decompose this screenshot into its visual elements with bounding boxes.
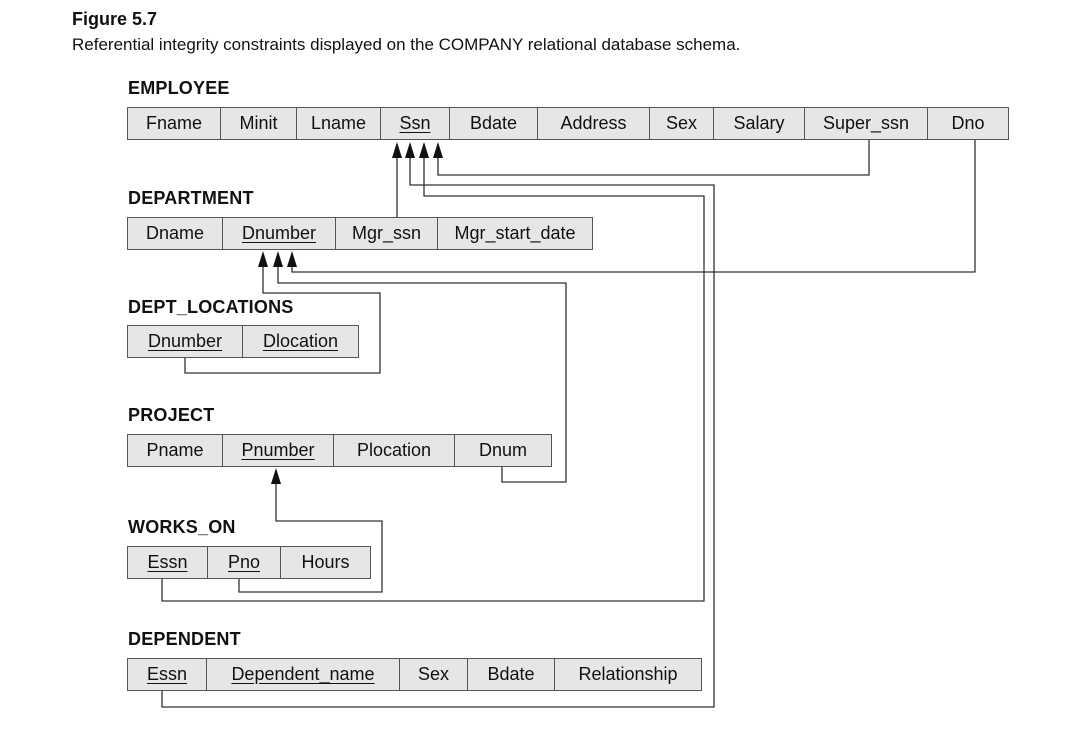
project-table-name: PROJECT [128, 405, 215, 425]
arrowhead-pnumber [271, 468, 281, 484]
attribute-label: Salary [733, 113, 785, 133]
attribute-label: Ssn [399, 113, 431, 133]
attribute-label: Bdate [487, 664, 535, 684]
dept-locations-table-name: DEPT_LOCATIONS [128, 297, 294, 317]
attribute-label: Plocation [356, 440, 432, 460]
ref-dept-locations-dnumber-to-dnumber [185, 256, 380, 373]
attribute-label: Dno [951, 113, 985, 133]
figure-caption: Referential integrity constraints displayed on the COMPANY relational database schema. [72, 35, 741, 54]
attribute-label: Hours [301, 552, 350, 572]
attribute-label: Mgr_start_date [454, 223, 576, 243]
attribute-label: Dependent_name [231, 664, 375, 684]
attribute-label: Address [560, 113, 627, 133]
figure-title: Figure 5.7 [72, 9, 158, 29]
ref-super-ssn-to-ssn [438, 140, 869, 175]
attribute-label: Pname [146, 440, 204, 460]
arrowhead-ssn-1 [392, 142, 402, 158]
attribute-label: Super_ssn [822, 113, 910, 133]
arrowhead-dnumber-2 [273, 251, 283, 267]
attribute-label: Essn [147, 552, 188, 572]
attribute-label: Relationship [578, 664, 678, 684]
attribute-label: Bdate [469, 113, 518, 133]
arrowhead-ssn-2 [405, 142, 415, 158]
dependent-table-name: DEPENDENT [128, 629, 241, 649]
attribute-label: Pnumber [241, 440, 315, 460]
arrowhead-ssn-4 [433, 142, 443, 158]
arrowhead-dnumber-3 [287, 251, 297, 267]
attribute-label: Dnumber [147, 331, 223, 351]
employee-table-name: EMPLOYEE [128, 78, 230, 98]
ref-dnum-to-dnumber [278, 256, 566, 482]
department-table-name: DEPARTMENT [128, 188, 254, 208]
ref-pno-to-pnumber [239, 472, 382, 592]
attribute-label: Minit [239, 113, 278, 133]
attribute-label: Pno [227, 552, 261, 572]
ref-dno-to-dnumber [292, 140, 975, 272]
attribute-label: Fname [145, 113, 203, 133]
attribute-label: Essn [146, 664, 188, 684]
attribute-label: Sex [417, 664, 450, 684]
attribute-label: Mgr_ssn [351, 223, 422, 243]
arrowhead-dnumber-1 [258, 251, 268, 267]
works-on-table-name: WORKS_ON [128, 517, 236, 537]
attribute-label: Sex [665, 113, 698, 133]
arrowhead-ssn-3 [419, 142, 429, 158]
ref-dependent-essn-to-ssn [162, 146, 714, 707]
attribute-label: Dlocation [262, 331, 339, 351]
attribute-label: Dnumber [241, 223, 317, 243]
attribute-label: Dnum [478, 440, 527, 460]
attribute-label: Dname [145, 223, 205, 243]
attribute-label: Lname [310, 113, 367, 133]
